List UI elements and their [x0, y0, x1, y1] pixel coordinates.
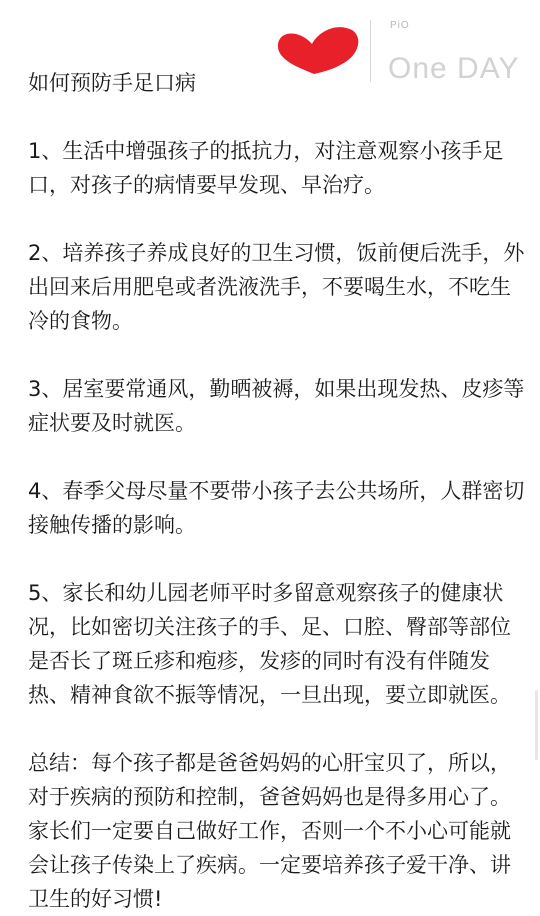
article-title: 如何预防手足口病	[28, 71, 196, 95]
tip-paragraph-1: 1、生活中增强孩子的抵抗力，对注意观察小孩手足口，对孩子的病情要早发现、早治疗。	[28, 139, 504, 197]
brand-small-text: PiO	[390, 20, 410, 31]
scrollbar[interactable]	[535, 690, 538, 760]
tip-paragraph-4: 4、春季父母尽量不要带小孩子去公共场所，人群密切接触传播的影响。	[28, 479, 525, 537]
tip-paragraph-5: 5、家长和幼儿园老师平时多留意观察孩子的健康状况，比如密切关注孩子的手、足、口腔、臀部等部位是否长了斑丘疹和疱疹，发疹的同时有没有伴随发热、精神食欲不振等情况，一旦出现，要立即就医。	[28, 581, 511, 707]
summary-paragraph: 总结：每个孩子都是爸爸妈妈的心肝宝贝了，所以，对于疾病的预防和控制，爸爸妈妈也是得多用心了。家长们一定要自己做好工作，否则一个不小心可能就会让孩子传染上了疾病。一定要培养孩子爱干净、讲卫生的好习惯!	[28, 751, 511, 911]
article-body	[28, 66, 528, 916]
tip-paragraph-3: 3、居室要常通风，勤晒被褥，如果出现发热、皮疹等症状要及时就医。	[28, 377, 525, 435]
brand-logo-text: One DAY	[388, 52, 520, 85]
tip-paragraph-2: 2、培养孩子养成良好的卫生习惯，饭前便后洗手，外出回来后用肥皂或者洗液洗手，不要喝生水，不吃生冷的食物。	[28, 241, 525, 333]
